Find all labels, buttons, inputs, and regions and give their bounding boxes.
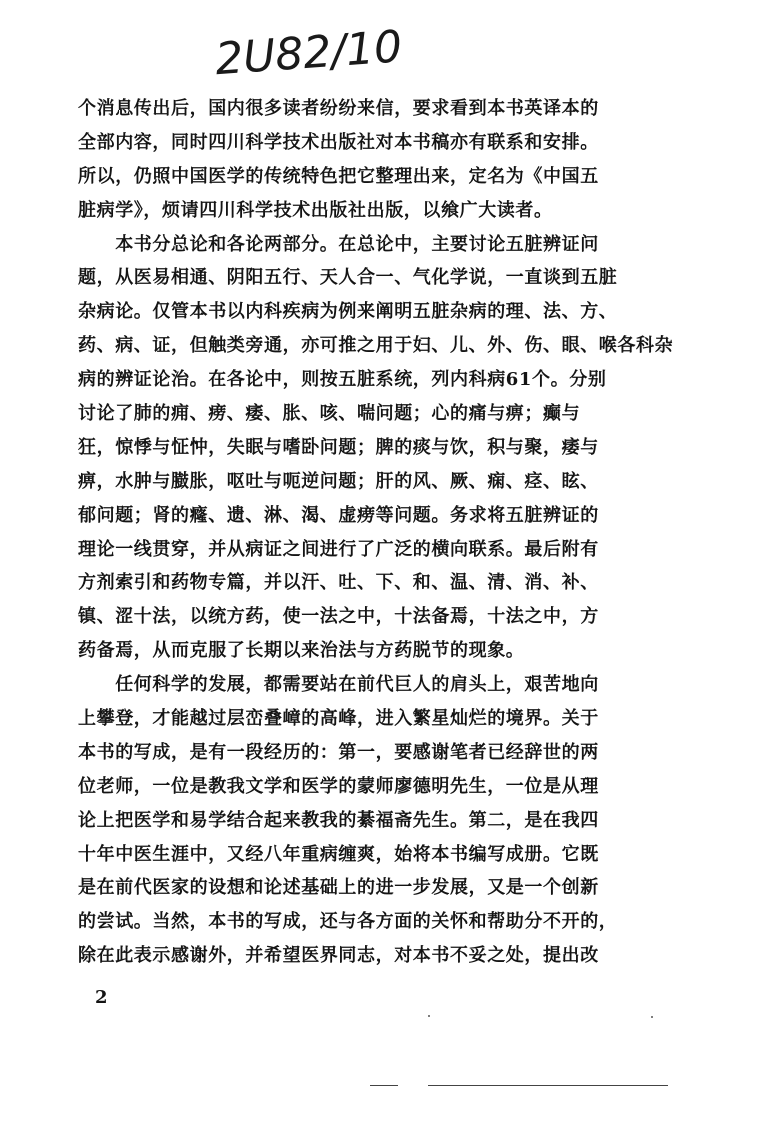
text-line: 是在前代医家的设想和论述基础上的进一步发展，又是一个创新 [78,877,599,899]
text-line: 镇、涩十法，以统方药，使一法之中，十法备焉，十法之中，方 [78,606,599,628]
text-line: 方剂索引和药物专篇，并以汗、吐、下、和、温、清、消、补、 [78,572,599,594]
handwritten-annotation-text: 2U82/10 [213,21,404,82]
text-line: 论上把医学和易学结合起来教我的綦福斋先生。第二，是在我四 [78,809,599,831]
text-line: 全部内容，同时四川科学技术出版社对本书稿亦有联系和安排。 [78,131,599,153]
text-line: 的尝试。当然，本书的写成，还与各方面的关怀和帮助分不开的， [78,911,618,933]
text-line: 杂病论。仅管本书以内科疾病为例来阐明五脏杂病的理、法、方、 [78,301,618,323]
text-line: 郁问题；肾的癃、遗、淋、渴、虚痨等问题。务求将五脏辨证的 [78,504,599,526]
footer-rule-left [370,1085,398,1086]
text-line: 痹，水肿与臌胀，呕吐与呃逆问题；肝的风、厥、痫、痉、眩、 [78,470,599,492]
text-line: 本书的写成，是有一段经历的：第一，要感谢笔者已经辞世的两 [78,741,599,763]
text-line: 药、病、证，但触类旁通，亦可推之用于妇、儿、外、伤、眼、喉各科杂 [78,335,674,357]
page-number: 2 [95,987,108,1008]
text-line: 药备焉，从而克服了长期以来治法与方药脱节的现象。 [78,640,525,662]
text-line: 本书分总论和各论两部分。在总论中，主要讨论五脏辨证问 [78,233,599,255]
text-line: 狂，惊悸与怔忡，失眠与嗜卧问题；脾的痰与饮，积与聚，痿与 [78,436,599,458]
scan-speck [651,1016,653,1018]
text-line: 除在此表示感谢外，并希望医界同志，对本书不妥之处，提出改 [78,945,599,967]
text-line: 位老师，一位是教我文学和医学的蒙师廖德明先生，一位是从理 [78,775,599,797]
text-line: 讨论了肺的痈、痨、痿、胀、咳、喘问题；心的痛与痹；癫与 [78,403,581,425]
text-line: 理论一线贯穿，并从病证之间进行了广泛的横向联系。最后附有 [78,538,599,560]
text-line: 十年中医生涯中，又经八年重病缠爽，始将本书编写成册。它既 [78,843,599,865]
text-line: 个消息传出后，国内很多读者纷纷来信，要求看到本书英译本的 [78,98,599,119]
text-line: 上攀登，才能越过层峦叠嶂的高峰，进入繁星灿烂的境界。关于 [78,708,599,730]
text-line: 任何科学的发展，都需要站在前代巨人的肩头上，艰苦地向 [78,674,599,696]
text-line: 题，从医易相通、阴阳五行、天人合一、气化学说，一直谈到五脏 [78,267,618,289]
body-text [78,92,674,973]
handwritten-annotation-drawing [205,2,405,82]
text-line: 病的辨证论治。在各论中，则按五脏系统，列内科病61个。分别 [78,369,607,391]
footer-rule-right [428,1085,668,1086]
text-line: 脏病学》，烦请四川科学技术出版社出版，以飨广大读者。 [78,199,553,221]
handwritten-annotation [205,2,405,82]
scan-speck [428,1015,430,1017]
text-line: 所以，仍照中国医学的传统特色把它整理出来，定名为《中国五 [78,165,599,187]
